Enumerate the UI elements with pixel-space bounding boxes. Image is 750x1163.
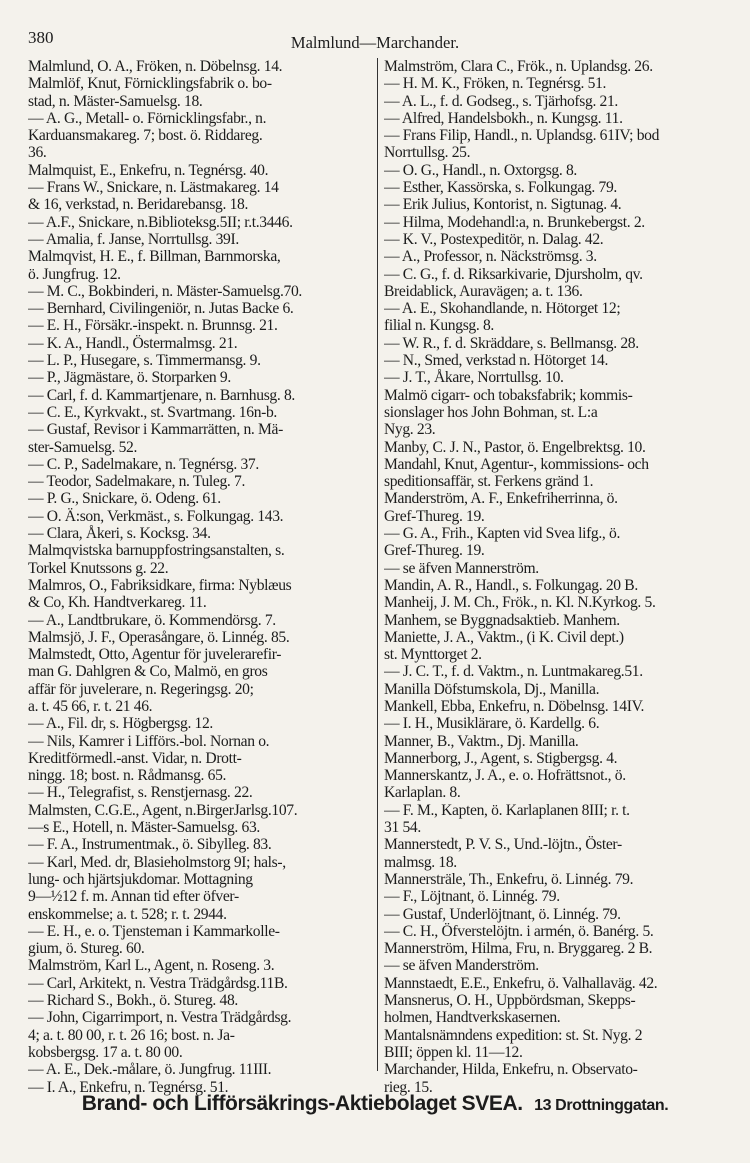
directory-line: Manner, B., Vaktm., Dj. Manilla. bbox=[384, 732, 579, 750]
directory-line: Manhem, se Byggnadsaktieb. Manhem. bbox=[384, 611, 620, 629]
directory-line: Mannerstedt, P. V. S., Und.-löjtn., Öster- bbox=[384, 836, 622, 854]
directory-line: & 16, verkstad, n. Beridarebansg. 18. bbox=[28, 196, 249, 214]
directory-line: — G. A., Frih., Kapten vid Svea lifg., ö. bbox=[384, 525, 620, 543]
directory-line: — K. V., Postexpeditör, n. Dalag. 42. bbox=[384, 230, 604, 248]
directory-line: — C. H., Öfverstelöjtn. i armén, ö. Banérg. 5. bbox=[384, 922, 654, 940]
directory-line: 36. bbox=[28, 144, 47, 162]
right-column bbox=[378, 58, 721, 1096]
directory-line: — Gustaf, Underlöjtnant, ö. Linnég. 79. bbox=[384, 905, 621, 923]
directory-line: Malmqvistska barnuppfostringsanstalten, s. bbox=[28, 542, 285, 560]
directory-line: — Nils, Kamrer i Lifförs.-bol. Nornan o. bbox=[28, 732, 270, 750]
directory-line: affär för juvelerare, n. Regeringsg. 20; bbox=[28, 680, 254, 698]
directory-line: Malmstedt, Otto, Agentur för juvelerarefir- bbox=[28, 646, 282, 664]
directory-line: — Erik Julius, Kontorist, n. Sigtunag. 4. bbox=[384, 196, 622, 214]
directory-line: — H., Telegrafist, s. Renstjernasg. 22. bbox=[28, 784, 253, 802]
directory-line: — P. G., Snickare, ö. Odeng. 61. bbox=[28, 490, 221, 508]
directory-line: 9—½12 f. m. Annan tid efter öfver- bbox=[28, 888, 239, 906]
directory-line: Mannerborg, J., Agent, s. Stigbergsg. 4. bbox=[384, 749, 618, 767]
directory-line: — Teodor, Sadelmakare, n. Tuleg. 7. bbox=[28, 473, 246, 491]
directory-line: Breidablick, Auravägen; a. t. 136. bbox=[384, 282, 583, 300]
directory-line: Norrtullsg. 25. bbox=[384, 144, 471, 162]
directory-line: — F. A., Instrumentmak., ö. Sibylleg. 83. bbox=[28, 836, 272, 854]
directory-line: Maniette, J. A., Vaktm., (i K. Civil dept.) bbox=[384, 628, 624, 646]
directory-line: malmsg. 18. bbox=[384, 853, 457, 871]
directory-line: Manilla Döfstumskola, Dj., Manilla. bbox=[384, 680, 600, 698]
directory-line: enskommelse; a. t. 528; r. t. 2944. bbox=[28, 905, 227, 923]
directory-line: Malmström, Karl L., Agent, n. Roseng. 3. bbox=[28, 957, 275, 975]
directory-line: Karduansmakareg. 7; bost. ö. Riddareg. bbox=[28, 127, 263, 145]
directory-line: speditionsaffär, st. Ferkens gränd 1. bbox=[384, 473, 594, 491]
directory-line: man G. Dahlgren & Co, Malmö, en gros bbox=[28, 663, 268, 681]
directory-line: Mandin, A. R., Handl., s. Folkungag. 20 B. bbox=[384, 576, 638, 594]
directory-line: — C. E., Kyrkvakt., st. Svartmang. 16n-b. bbox=[28, 403, 277, 421]
directory-line: — J. C. T., f. d. Vaktm., n. Luntmakareg.51. bbox=[384, 663, 643, 681]
directory-line: st. Mynttorget 2. bbox=[384, 646, 482, 664]
directory-line: Gref-Thureg. 19. bbox=[384, 542, 485, 560]
directory-line: — se äfven Mannerström. bbox=[384, 559, 539, 577]
directory-line: Mantalsnämndens expedition: st. St. Nyg. 2 bbox=[384, 1026, 643, 1044]
directory-line: — Esther, Kassörska, s. Folkungag. 79. bbox=[384, 179, 617, 197]
directory-line: Malmquist, E., Enkefru, n. Tegnérsg. 40. bbox=[28, 161, 269, 179]
directory-line: Malmlund, O. A., Fröken, n. Döbelnsg. 14. bbox=[28, 58, 283, 75]
directory-line: rieg. 15. bbox=[384, 1078, 433, 1096]
directory-line: — A.F., Snickare, n.Biblioteksg.5II; r.t.3446. bbox=[28, 213, 293, 231]
directory-line: lung- och hjärtsjukdomar. Mottagning bbox=[28, 870, 253, 888]
directory-line: — Gustaf, Revisor i Kammarrätten, n. Mä- bbox=[28, 421, 283, 439]
directory-line: & Co, Kh. Handtverkareg. 11. bbox=[28, 594, 207, 612]
directory-line: — O. G., Handl., n. Oxtorgsg. 8. bbox=[384, 161, 577, 179]
directory-line: — A. E., Skohandlande, n. Hötorget 12; bbox=[384, 300, 621, 318]
directory-line: Mansnerus, O. H., Uppbördsman, Skepps- bbox=[384, 992, 636, 1010]
directory-line: Malmö cigarr- och tobaksfabrik; kommis- bbox=[384, 386, 633, 404]
entry-columns bbox=[28, 58, 718, 1096]
directory-line: Malmros, O., Fabriksidkare, firma: Nyblæus bbox=[28, 576, 292, 594]
directory-line: — P., Jägmästare, ö. Storparken 9. bbox=[28, 369, 231, 387]
directory-line: Mannerström, Hilma, Fru, n. Bryggareg. 2 B. bbox=[384, 940, 653, 958]
directory-line: — H. M. K., Fröken, n. Tegnérsg. 51. bbox=[384, 75, 607, 93]
directory-line: sionslager hos John Bohman, st. L:a bbox=[384, 403, 598, 421]
directory-line: Malmlöf, Knut, Förnicklingsfabrik o. bo- bbox=[28, 75, 272, 93]
directory-line: — I. A., Enkefru, n. Tegnérsg. 51. bbox=[28, 1078, 229, 1096]
directory-line: Manderström, A. F., Enkefriherrinna, ö. bbox=[384, 490, 618, 508]
directory-line: — A., Fil. dr, s. Högbergsg. 12. bbox=[28, 715, 213, 733]
directory-line: filial n. Kungsg. 8. bbox=[384, 317, 494, 335]
directory-line: —s E., Hotell, n. Mäster-Samuelsg. 63. bbox=[28, 819, 260, 837]
directory-line: — L. P., Husegare, s. Timmermansg. 9. bbox=[28, 352, 261, 370]
directory-line: ö. Jungfrug. 12. bbox=[28, 265, 121, 283]
directory-line: — Carl, Arkitekt, n. Vestra Trädgårdsg.11B. bbox=[28, 974, 288, 992]
footer-address: 13 Drottninggatan. bbox=[534, 1097, 669, 1114]
directory-line: — F. M., Kapten, ö. Karlaplanen 8III; r. t. bbox=[384, 801, 630, 819]
directory-line: — A. E., Dek.-målare, ö. Jungfrug. 11III. bbox=[28, 1061, 272, 1079]
directory-line: gium, ö. Stureg. 60. bbox=[28, 940, 145, 958]
directory-line: — I. H., Musiklärare, ö. Kardellg. 6. bbox=[384, 715, 600, 733]
directory-line: Malmqvist, H. E., f. Billman, Barnmorska, bbox=[28, 248, 281, 266]
directory-line: — M. C., Bokbinderi, n. Mäster-Samuelsg.70. bbox=[28, 282, 302, 300]
directory-line: — A., Landtbrukare, ö. Kommendörsg. 7. bbox=[28, 611, 276, 629]
directory-line: — Richard S., Bokh., ö. Stureg. 48. bbox=[28, 992, 238, 1010]
directory-line: — Alfred, Handelsbokh., n. Kungsg. 11. bbox=[384, 109, 623, 127]
directory-line: stad, n. Mäster-Samuelsg. 18. bbox=[28, 92, 203, 110]
directory-line: Mannstaedt, E.E., Enkefru, ö. Valhallaväg. 42. bbox=[384, 974, 658, 992]
directory-line: — C. P., Sadelmakare, n. Tegnérsg. 37. bbox=[28, 455, 259, 473]
directory-line: Mannersträle, Th., Enkefru, ö. Linnég. 79. bbox=[384, 870, 634, 888]
directory-line: Nyg. 23. bbox=[384, 421, 436, 439]
directory-line: — se äfven Manderström. bbox=[384, 957, 539, 975]
directory-line: BIII; öppen kl. 11—12. bbox=[384, 1043, 523, 1061]
directory-line: holmen, Handtverkskasernen. bbox=[384, 1009, 561, 1027]
directory-line: Mandahl, Knut, Agentur-, kommissions- och bbox=[384, 455, 649, 473]
directory-line: — John, Cigarrimport, n. Vestra Trädgårdsg. bbox=[28, 1009, 292, 1027]
directory-line: Gref-Thureg. 19. bbox=[384, 507, 485, 525]
directory-line: — E. H., Försäkr.-inspekt. n. Brunnsg. 21. bbox=[28, 317, 278, 335]
directory-line: — Karl, Med. dr, Blasieholmstorg 9I; hals-, bbox=[28, 853, 286, 871]
directory-line: Karlaplan. 8. bbox=[384, 784, 461, 802]
directory-line: Torkel Knutssons g. 22. bbox=[28, 559, 169, 577]
directory-line: — Amalia, f. Janse, Norrtullsg. 39I. bbox=[28, 230, 239, 248]
directory-line: — A. G., Metall- o. Förnicklingsfabr., n. bbox=[28, 109, 267, 127]
footer-company: Brand- och Lifförsäkrings-Aktiebolaget SVEA. bbox=[81, 1092, 523, 1115]
directory-line: Malmsjö, J. F., Operasångare, ö. Linnég. 85. bbox=[28, 628, 290, 646]
directory-line: a. t. 45 66, r. t. 21 46. bbox=[28, 697, 153, 715]
directory-line: Manby, C. J. N., Pastor, ö. Engelbrektsg. 10. bbox=[384, 438, 646, 456]
left-column bbox=[28, 58, 378, 1096]
directory-line: Malmsten, C.G.E., Agent, n.BirgerJarlsg.107. bbox=[28, 801, 298, 819]
directory-line: — Carl, f. d. Kammartjenare, n. Barnhusg. 8. bbox=[28, 386, 295, 404]
directory-line: Kreditförmedl.-anst. Vidar, n. Drott- bbox=[28, 749, 242, 767]
directory-line: — C. G., f. d. Riksarkivarie, Djursholm, qv. bbox=[384, 265, 643, 283]
directory-line: — Bernhard, Civilingeniör, n. Jutas Backe 6. bbox=[28, 300, 294, 318]
directory-line: Mannerskantz, J. A., e. o. Hofrättsnot., ö. bbox=[384, 767, 626, 785]
directory-line: — A., Professor, n. Näckströmsg. 3. bbox=[384, 248, 597, 266]
directory-line: — Frans W., Snickare, n. Lästmakareg. 14 bbox=[28, 179, 279, 197]
directory-line: 31 54. bbox=[384, 819, 421, 837]
directory-line: kobsbergsg. 17 a. t. 80 00. bbox=[28, 1043, 183, 1061]
directory-line: — J. T., Åkare, Norrtullsg. 10. bbox=[384, 369, 564, 387]
directory-line: — E. H., e. o. Tjensteman i Kammarkolle- bbox=[28, 922, 280, 940]
directory-line: — F., Löjtnant, ö. Linnég. 79. bbox=[384, 888, 560, 906]
directory-line: — Hilma, Modehandl:a, n. Brunkebergst. 2. bbox=[384, 213, 645, 231]
directory-line: 4; a. t. 80 00, r. t. 26 16; bost. n. Ja- bbox=[28, 1026, 235, 1044]
page-number: 380 bbox=[28, 28, 54, 47]
directory-line: — W. R., f. d. Skräddare, s. Bellmansg. 28. bbox=[384, 334, 639, 352]
directory-line: — O. Ä:son, Verkmäst., s. Folkungag. 143. bbox=[28, 507, 284, 525]
footer-advertisement bbox=[0, 1092, 750, 1116]
directory-line: — Frans Filip, Handl., n. Uplandsg. 61IV; bod bbox=[384, 127, 660, 145]
directory-line: — Clara, Åkeri, s. Kocksg. 34. bbox=[28, 525, 211, 543]
directory-line: — A. L., f. d. Godseg., s. Tjärhofsg. 21. bbox=[384, 92, 618, 110]
directory-line: — K. A., Handl., Östermalmsg. 21. bbox=[28, 334, 238, 352]
directory-line: Manheij, J. M. Ch., Frök., n. Kl. N.Kyrkog. 5. bbox=[384, 594, 656, 612]
directory-line: Marchander, Hilda, Enkefru, n. Observato- bbox=[384, 1061, 638, 1079]
directory-line: ningg. 18; bost. n. Rådmansg. 65. bbox=[28, 767, 227, 785]
running-head: Malmlund—Marchander. bbox=[290, 33, 460, 52]
directory-line: Malmström, Clara C., Frök., n. Uplandsg. 26. bbox=[384, 58, 653, 75]
directory-line: ster-Samuelsg. 52. bbox=[28, 438, 138, 456]
directory-line: — N., Smed, verkstad n. Hötorget 14. bbox=[384, 352, 609, 370]
directory-line: Mankell, Ebba, Enkefru, n. Döbelnsg. 14IV. bbox=[384, 697, 645, 715]
